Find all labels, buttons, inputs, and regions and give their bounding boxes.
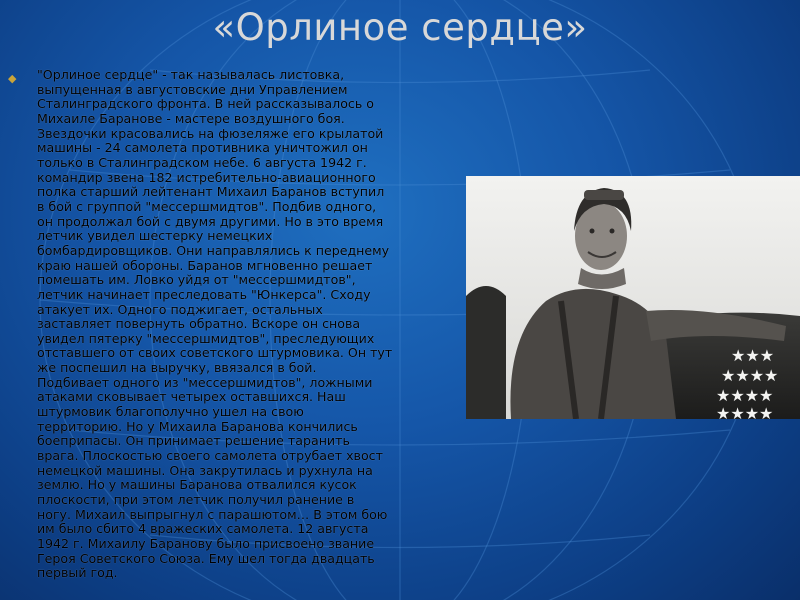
svg-text:★★★★: ★★★★ xyxy=(716,404,774,419)
bullet-diamond-icon: ◆ xyxy=(8,72,17,85)
slide-title: «Орлиное сердце» xyxy=(212,6,588,49)
pilot-photo-image xyxy=(466,176,800,419)
svg-text:★★★★: ★★★★ xyxy=(716,386,774,405)
svg-text:★★★: ★★★ xyxy=(731,346,775,365)
pilot-photo xyxy=(466,176,800,419)
svg-text:★★★★: ★★★★ xyxy=(721,366,779,385)
body-text: "Орлиное сердце" - так называлась листовка, выпущенная в августовские дни Управлением Сталинградского фронта. В ней рассказывалось о Михаиле Баранове - мастере воздушного боя. Звездочки красовались на фюзеляже его крылатой машины - 24 самолета противника уничтожил он только в Сталинградском небе. 6 августа 1942 г. командир звена 182 истребительно-авиационного полка старший лейтенант Михаил Баранов вступил в бой с группой "мессершмидтов". Подбив одного, он продолжал бой с двумя другими. Но в это время летчик увидел шестерку немецких бомбардировщиков. Они направлялись к переднему краю нашей обороны. Баранов мгновенно решает помешать им. Ловко уйдя от "мессершмидтов", летчик начинает преследовать "Юнкерса". Сходу атакует их. Одного поджигает, остальных заставляет повернуть обратно. Вскоре он снова увидел пятерку "мессершмидтов", преследующих отставшего от своих советского штурмовика. Он тут же поспешил на выручку, ввязался в бой. Подбивает одного из "мессершмидтов", ложными атаками сковывает четырех оставшихся. Наш штурмовик благополучно ушел на свою территорию. Но у Михаила Баранова кончились боеприпасы. Он принимает решение таранить врага. Плоскостью своего самолета отрубает хвост немецкой машины. Она закрутилась и рухнула на землю. Но у машины Баранова отвалился кусок плоскости, при этом летчик получил ранение в ногу. Михаил выпрыгнул с парашютом… В этом бою им было сбито 4 вражеских самолета. 12 августа 1942 г. Михаилу Баранову было присвоено звание Героя Советского Союза. Ему шел тогда двадцать первый год. xyxy=(37,67,393,581)
